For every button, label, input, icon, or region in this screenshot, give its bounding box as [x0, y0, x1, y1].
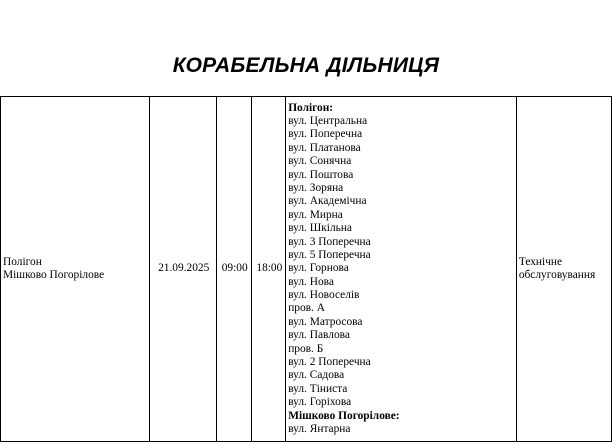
street-item: вул. Новоселів	[288, 289, 360, 302]
street-item: пров. А	[288, 302, 325, 315]
street-item: вул. Янтарна	[288, 422, 351, 435]
work-type-line: Технічне	[518, 255, 563, 268]
street-item: вул. 3 Поперечна	[288, 235, 371, 248]
location-cell	[1, 97, 150, 442]
time-from-cell: 09:00	[216, 97, 251, 442]
section-title: КОРАБЕЛЬНА ДІЛЬНИЦЯ	[172, 54, 440, 77]
street-item: вул. Поперечна	[288, 128, 363, 141]
street-item: вул. Матросова	[288, 315, 363, 328]
locality-heading: Мішково Погорілове:	[288, 409, 400, 422]
street-item: вул. Нова	[288, 275, 334, 288]
location-line: Полігон	[3, 255, 42, 268]
street-item: пров. Б	[288, 342, 324, 355]
location-line: Мішково Погорілове	[3, 269, 105, 281]
street-item: вул. Павлова	[288, 329, 350, 342]
street-item: вул. 5 Поперечна	[288, 248, 371, 261]
street-item: вул. Зоряна	[288, 181, 344, 194]
street-item: вул. Мирна	[288, 208, 343, 221]
street-item: вул. Платанова	[288, 141, 361, 154]
street-item: вул. Садова	[288, 369, 345, 382]
street-item: вул. Поштова	[288, 168, 354, 181]
street-item: вул. 2 Поперечна	[288, 356, 371, 369]
street-item: вул. Центральна	[288, 115, 368, 127]
time-to-cell: 18:00	[251, 97, 286, 442]
date-cell: 21.09.2025	[149, 97, 216, 442]
street-item: вул. Сонячна	[288, 155, 352, 168]
street-item: вул. Горіхова	[288, 396, 352, 409]
work-type-line: обслуговування	[518, 269, 596, 281]
table-row	[1, 97, 612, 442]
street-item: вул. Шкільна	[288, 222, 352, 235]
street-item: вул. Тіниста	[288, 382, 348, 395]
street-item: вул. Горнова	[288, 262, 349, 275]
locality-heading: Полігон:	[288, 101, 334, 114]
outage-schedule-table	[0, 96, 612, 442]
work-type-cell	[516, 97, 611, 442]
street-item: вул. Академічна	[288, 195, 367, 208]
streets-cell	[286, 97, 517, 442]
